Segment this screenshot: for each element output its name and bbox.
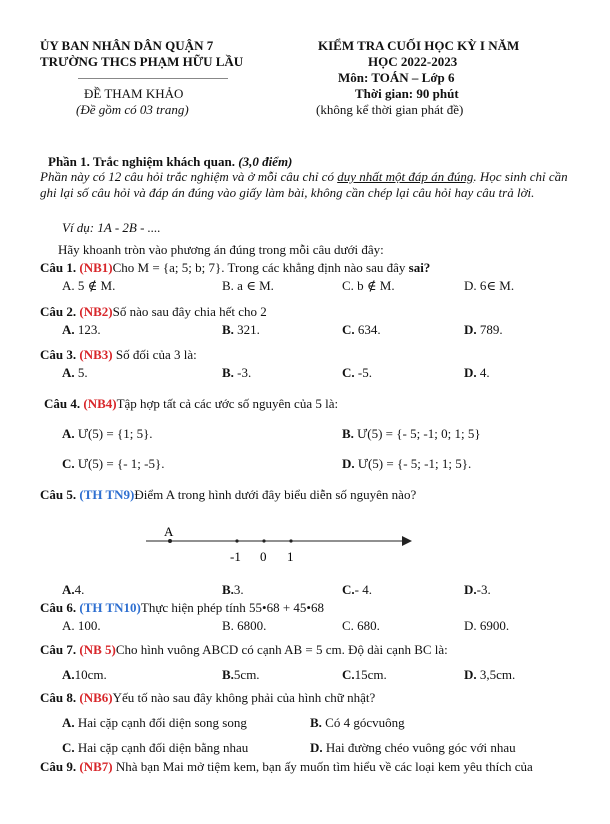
q1-option-a: A. 5 ∉ M.: [62, 278, 116, 293]
q8-option-d: D. Hai đường chéo vuông góc với nhau: [310, 740, 516, 755]
q1-option-c: C. b ∉ M.: [342, 278, 395, 293]
q9-tag: (NB7): [79, 759, 113, 774]
number-line-arrow-icon: [402, 536, 412, 546]
q3-tag: (NB3): [79, 347, 113, 362]
q5-option-b: B.3.: [222, 582, 244, 597]
q4-option-a: A. Ư(5) = {1; 5}.: [62, 426, 153, 441]
exam-subject: Môn: TOÁN – Lớp 6: [338, 70, 455, 85]
q3-option-a: A. 5.: [62, 365, 88, 380]
q3-option-c: C. -5.: [342, 365, 372, 380]
q5-text: Điểm A trong hình dưới đây biểu diễn số nguyên nào?: [134, 487, 417, 502]
header-divider: [78, 78, 228, 79]
question-2: [40, 304, 267, 320]
header-school: TRƯỜNG THCS PHẠM HỮU LẦU: [40, 54, 244, 69]
tick-minus-one: [235, 539, 238, 542]
q3-option-d: D. 4.: [464, 365, 490, 380]
q5-option-c: C.- 4.: [342, 582, 372, 597]
tick-one-label: 1: [287, 549, 294, 564]
q7-label: Câu 7.: [40, 642, 77, 657]
q3-label: Câu 3.: [40, 347, 77, 362]
instr-underlined: duy nhất một đáp án đúng: [337, 169, 474, 184]
q7-option-a: A.10cm.: [62, 667, 107, 682]
number-line: [140, 522, 420, 568]
q4-tag: (NB4): [83, 396, 117, 411]
q7-tag: (NB 5): [79, 642, 116, 657]
tick-zero: [262, 539, 265, 542]
q2-option-c: C. 634.: [342, 322, 381, 337]
q1-option-b: B. a ∈ M.: [222, 278, 274, 293]
part1-instructions: [40, 169, 578, 201]
part1-points: (3,0 điểm): [238, 154, 293, 169]
q2-option-b: B. 321.: [222, 322, 260, 337]
q5-tag: (TH TN9): [79, 487, 135, 502]
q4-label: Câu 4.: [44, 396, 81, 411]
tick-minus-one-label: -1: [230, 549, 241, 564]
q6-option-c: C. 680.: [342, 618, 380, 633]
q8-label: Câu 8.: [40, 690, 77, 705]
exam-note: (không kể thời gian phát đề): [316, 102, 464, 117]
q8-tag: (NB6): [79, 690, 113, 705]
q1-label: Câu 1.: [40, 260, 77, 275]
q4-text: Tập hợp tất cả các ước số nguyên của 5 là:: [116, 396, 339, 411]
q3-option-b: B. -3.: [222, 365, 252, 380]
q5-option-a: A.4.: [62, 582, 85, 597]
q8-text: Yếu tố nào sau đây không phải của hình chữ nhật?: [112, 690, 376, 705]
q5-label: Câu 5.: [40, 487, 77, 502]
q8-option-a: A. Hai cặp cạnh đối diện song song: [62, 715, 247, 730]
q1-tag: (NB1): [79, 260, 113, 275]
exam-year: HỌC 2022-2023: [368, 54, 458, 69]
question-6: [40, 600, 324, 616]
q7-option-c: C.15cm.: [342, 667, 387, 682]
q1-text: Cho M = {a; 5; b; 7}. Trong các khẳng định nào sau đây: [112, 260, 409, 275]
question-5: [40, 487, 416, 503]
tick-one: [289, 539, 292, 542]
point-a-marker: [168, 539, 172, 543]
header-authority: ỦY BAN NHÂN DÂN QUẬN 7: [40, 38, 214, 53]
q9-label: Câu 9.: [40, 759, 77, 774]
q8-option-c: C. Hai cặp cạnh đối diện bằng nhau: [62, 740, 249, 755]
part1-heading: [48, 154, 292, 170]
question-4: [44, 396, 338, 412]
q2-text: Số nào sau đây chia hết cho 2: [112, 304, 267, 319]
q2-label: Câu 2.: [40, 304, 77, 319]
q2-option-a: A. 123.: [62, 322, 101, 337]
question-8: [40, 690, 375, 706]
question-3: [40, 347, 197, 363]
q9-text: Nhà bạn Mai mở tiệm kem, bạn ấy muốn tìm hiểu về các loại kem yêu thích của: [112, 759, 533, 774]
q6-tag: (TH TN10): [79, 600, 141, 615]
q6-option-d: D. 6900.: [464, 618, 510, 633]
q5-option-d: D.-3.: [464, 582, 491, 597]
exam-duration: Thời gian: 90 phút: [355, 86, 459, 101]
exam-title: KIỂM TRA CUỐI HỌC KỲ I NĂM: [318, 38, 520, 53]
q7-text: Cho hình vuông ABCD có cạnh AB = 5 cm. Độ dài cạnh BC là:: [115, 642, 448, 657]
q7-option-d: D. 3,5cm.: [464, 667, 516, 682]
question-1: [40, 260, 430, 276]
point-a-label: A: [164, 524, 174, 539]
example: Ví dụ: 1A - 2B - ....: [62, 220, 161, 235]
question-9: [40, 759, 533, 775]
q4-option-b: B. Ư(5) = {- 5; -1; 0; 1; 5}: [342, 426, 481, 441]
q6-label: Câu 6.: [40, 600, 77, 615]
q1-option-d: D. 6∈ M.: [464, 278, 515, 293]
q1-bold: sai?: [408, 260, 431, 275]
q6-option-b: B. 6800.: [222, 618, 267, 633]
instr-text-a: Phần này có 12 câu hỏi trắc nghiệm và ở mỗi câu chỉ có: [40, 169, 338, 184]
q6-text: Thực hiện phép tính 55•68 + 45•68: [140, 600, 324, 615]
q6-option-a: A. 100.: [62, 618, 101, 633]
q3-text: Số đối của 3 là:: [112, 347, 197, 362]
tick-zero-label: 0: [260, 549, 267, 564]
q4-option-c: C. Ư(5) = {- 1; -5}.: [62, 456, 165, 471]
doc-type: ĐỀ THAM KHẢO: [84, 86, 184, 101]
page-count: (Đề gồm có 03 trang): [76, 102, 189, 117]
q7-option-b: B.5cm.: [222, 667, 260, 682]
instr-text-b: . Học sinh chỉ cần ghi lại số câu hỏi và đáp án đúng vào giấy làm bài, không cần chép lại câu hỏi hay câu trả lời.: [40, 169, 568, 200]
q2-tag: (NB2): [79, 304, 113, 319]
q8-option-b: B. Có 4 gócvuông: [310, 715, 405, 730]
lead-text: Hãy khoanh tròn vào phương án đúng trong mỗi câu dưới đây:: [58, 242, 384, 257]
q4-option-d: D. Ư(5) = {- 5; -1; 1; 5}.: [342, 456, 472, 471]
q2-option-d: D. 789.: [464, 322, 503, 337]
part1-title: Phần 1. Trắc nghiệm khách quan.: [48, 154, 235, 169]
question-7: [40, 642, 448, 658]
